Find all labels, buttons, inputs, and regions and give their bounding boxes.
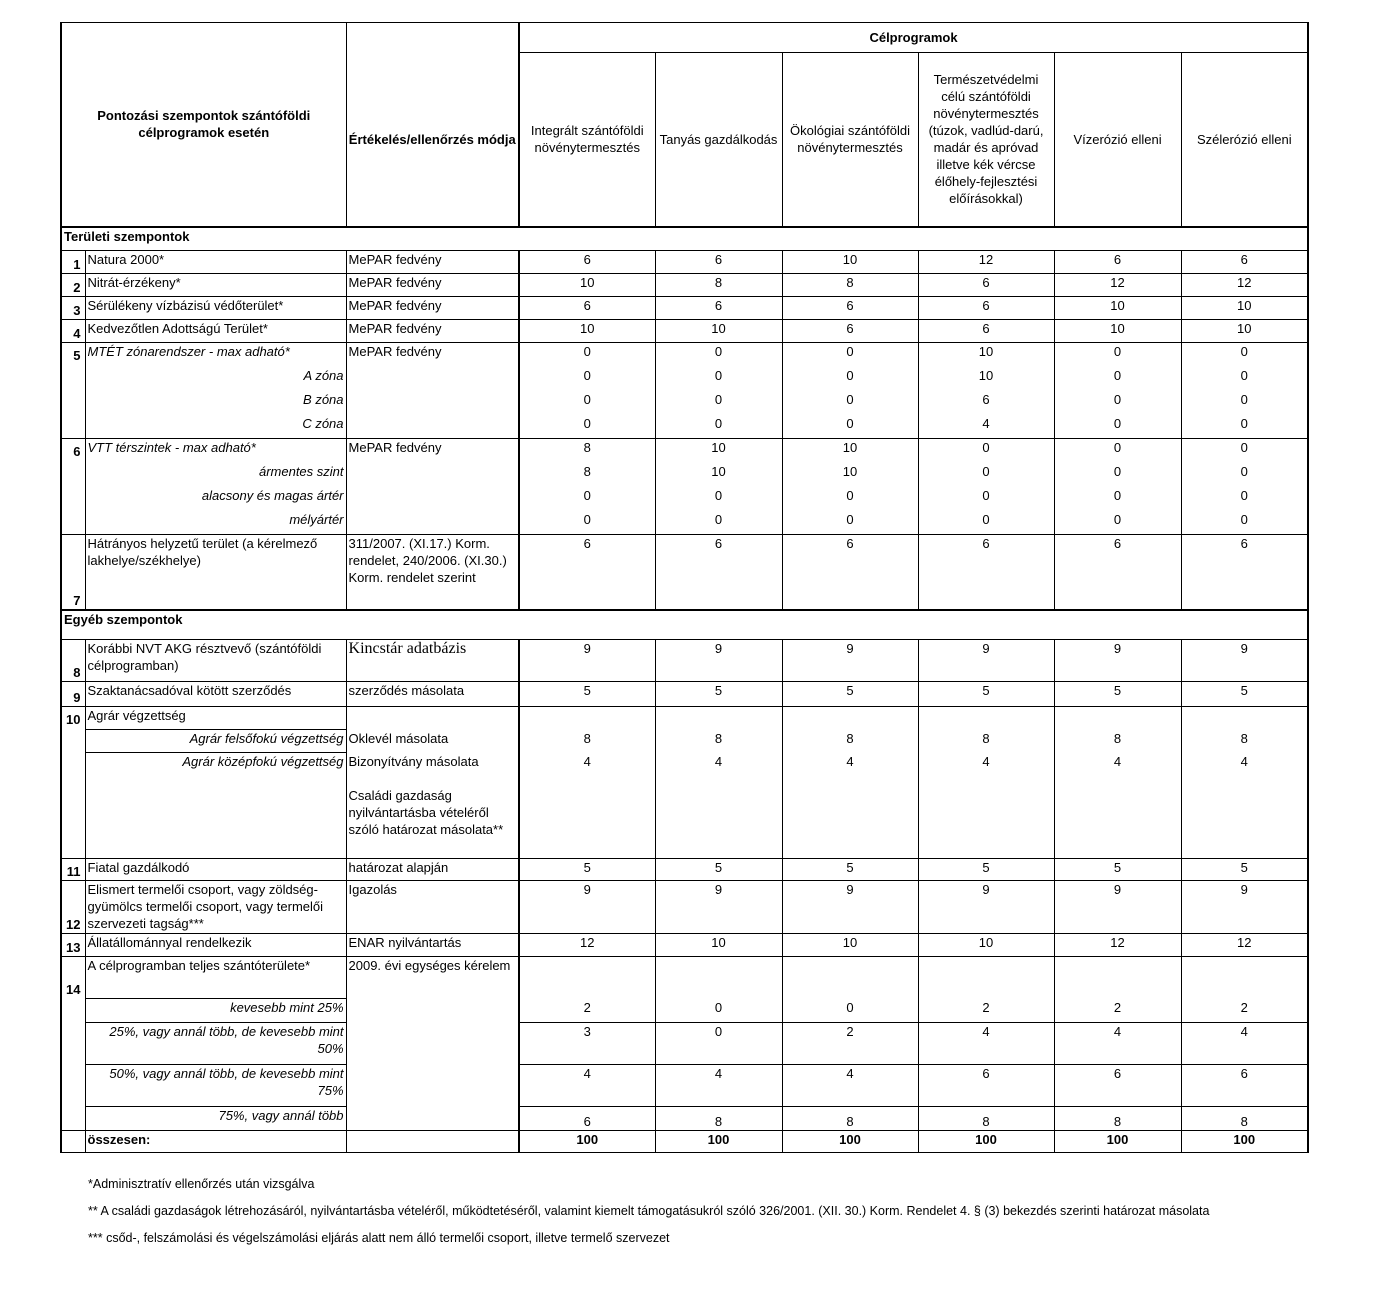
scoring-table-container [60, 22, 1307, 1153]
score-cell: 6 [1054, 251, 1181, 274]
method-cell: szerződés másolata [346, 682, 519, 707]
header-method: Értékelés/ellenőrzés módja [346, 53, 519, 227]
score-cell: 0 [1181, 391, 1308, 415]
score-cell [782, 707, 918, 730]
score-cell: 0 [655, 1023, 782, 1065]
row-number: 2 [61, 274, 85, 297]
score-cell: 9 [782, 881, 918, 934]
method-cell: MePAR fedvény [346, 297, 519, 320]
score-cell: 9 [918, 881, 1054, 934]
score-cell: 9 [1181, 881, 1308, 934]
sub-criterion-label: B zóna [85, 391, 346, 415]
criterion-label: Elismert termelői csoport, vagy zöldség-gyümölcs termelői csoport, vagy termelői szervezeti tagság*** [85, 881, 346, 934]
footnote-2: ** A családi gazdaságok létrehozásáról, nyilvántartásba vételéről, működtetéséről, valamint kiemelt támogatásukról szóló 326/2001. (XII. 30.) Korm. Rendelet 4. § (3) bekezdés szerinti határozat másolata [88, 1204, 1210, 1218]
row-number: 13 [61, 934, 85, 957]
score-cell: 4 [655, 753, 782, 859]
score-cell: 6 [918, 297, 1054, 320]
score-cell: 5 [519, 859, 655, 881]
criterion-label: Hátrányos helyzetű terület (a kérelmező lakhelye/székhelye) [85, 535, 346, 610]
score-cell: 10 [782, 934, 918, 957]
total-score-cell: 100 [782, 1131, 918, 1153]
score-cell: 9 [918, 640, 1054, 682]
score-cell: 6 [918, 320, 1054, 343]
score-cell: 0 [519, 367, 655, 391]
score-cell: 8 [1181, 1107, 1308, 1131]
sub-criterion-label: mélyártér [85, 511, 346, 535]
score-cell: 9 [1054, 640, 1181, 682]
sub-criterion-label: kevesebb mint 25% [85, 999, 346, 1023]
sub-criterion-label: Agrár felsőfokú végzettség [85, 730, 346, 753]
score-cell: 0 [655, 487, 782, 511]
score-cell: 5 [1054, 682, 1181, 707]
total-score-cell: 100 [918, 1131, 1054, 1153]
score-cell: 8 [918, 1107, 1054, 1131]
score-cell: 0 [1054, 415, 1181, 439]
score-cell: 9 [1181, 640, 1308, 682]
header-program-4: Természetvédelmi célú szántóföldi növénytermesztés (túzok, vadlúd-darú, madár és apróvad illetve kék vércse élőhely-fejlesztési előírásokkal) [918, 53, 1054, 227]
method-text-secondary: Családi gazdaság nyilvántartásba vételéről szóló határozat másolata** [348, 787, 504, 837]
score-cell [1054, 957, 1181, 999]
row-number: 7 [61, 535, 85, 610]
score-cell: 6 [655, 297, 782, 320]
score-cell: 8 [655, 1107, 782, 1131]
method-cell: 311/2007. (XI.17.) Korm. rendelet, 240/2006. (XI.30.) Korm. rendelet szerint [346, 535, 519, 610]
criterion-label: Natura 2000* [85, 251, 346, 274]
score-cell: 5 [782, 859, 918, 881]
score-cell: 10 [782, 251, 918, 274]
score-cell: 0 [1181, 439, 1308, 463]
score-cell: 6 [1181, 251, 1308, 274]
score-cell: 6 [1054, 1065, 1181, 1107]
method-cell [346, 707, 519, 730]
criterion-label: Sérülékeny vízbázisú védőterület* [85, 297, 346, 320]
method-cell: 2009. évi egységes kérelem [346, 957, 519, 1131]
score-cell: 0 [1181, 367, 1308, 391]
score-cell: 8 [519, 730, 655, 753]
score-cell: 6 [918, 391, 1054, 415]
score-cell: 12 [1181, 934, 1308, 957]
header-program-1: Integrált szántóföldi növénytermesztés [519, 53, 655, 227]
scoring-table [60, 22, 1309, 1153]
criterion-label: Fiatal gazdálkodó [85, 859, 346, 881]
score-cell: 0 [1181, 415, 1308, 439]
score-cell: 0 [1054, 391, 1181, 415]
score-cell: 4 [1054, 753, 1181, 859]
total-method-cell [346, 1131, 519, 1153]
section-heading: Területi szempontok [61, 227, 1308, 251]
score-cell: 9 [655, 640, 782, 682]
score-cell: 12 [1181, 274, 1308, 297]
score-cell: 6 [1054, 535, 1181, 610]
score-cell: 4 [782, 753, 918, 859]
row-number: 14 [61, 957, 85, 1131]
score-cell: 4 [655, 1065, 782, 1107]
total-score-cell: 100 [1181, 1131, 1308, 1153]
score-cell [655, 707, 782, 730]
score-cell: 9 [782, 640, 918, 682]
header-criteria: Pontozási szempontok szántóföldi célprogramok esetén [61, 23, 346, 227]
score-cell: 5 [782, 682, 918, 707]
score-cell: 0 [655, 367, 782, 391]
score-cell: 4 [782, 1065, 918, 1107]
score-cell: 0 [1181, 511, 1308, 535]
method-cell: MePAR fedvény [346, 343, 519, 439]
score-cell [655, 957, 782, 999]
score-cell: 5 [1181, 859, 1308, 881]
criterion-label: MTÉT zónarendszer - max adható* [85, 343, 346, 367]
score-cell: 4 [1181, 753, 1308, 859]
score-cell [918, 707, 1054, 730]
score-cell: 12 [918, 251, 1054, 274]
score-cell [1181, 707, 1308, 730]
total-score-cell: 100 [519, 1131, 655, 1153]
score-cell: 0 [1054, 367, 1181, 391]
score-cell: 5 [519, 682, 655, 707]
score-cell: 6 [1181, 535, 1308, 610]
score-cell: 10 [1054, 320, 1181, 343]
method-cell: Igazolás [346, 881, 519, 934]
score-cell: 6 [918, 1065, 1054, 1107]
score-cell: 6 [918, 535, 1054, 610]
total-number-cell [61, 1131, 85, 1153]
row-number: 9 [61, 682, 85, 707]
sub-criterion-label: 25%, vagy annál több, de kevesebb mint 50% [85, 1023, 346, 1065]
score-cell: 9 [1054, 881, 1181, 934]
score-cell: 0 [782, 511, 918, 535]
footnotes [88, 1176, 1308, 1257]
score-cell: 10 [655, 463, 782, 487]
score-cell: 5 [918, 682, 1054, 707]
row-number: 11 [61, 859, 85, 881]
score-cell: 0 [1054, 439, 1181, 463]
score-cell: 8 [1181, 730, 1308, 753]
criterion-label: Kedvezőtlen Adottságú Terület* [85, 320, 346, 343]
score-cell: 10 [918, 343, 1054, 367]
score-cell: 0 [782, 487, 918, 511]
score-cell: 8 [655, 274, 782, 297]
score-cell: 2 [1054, 999, 1181, 1023]
row-number: 1 [61, 251, 85, 274]
score-cell: 0 [1054, 343, 1181, 367]
sub-criterion-label: alacsony és magas ártér [85, 487, 346, 511]
score-cell: 5 [918, 859, 1054, 881]
row-number: 8 [61, 640, 85, 682]
score-cell: 10 [655, 934, 782, 957]
score-cell: 0 [1054, 511, 1181, 535]
score-cell: 5 [1181, 682, 1308, 707]
score-cell: 4 [918, 753, 1054, 859]
score-cell [519, 957, 655, 999]
score-cell: 0 [655, 511, 782, 535]
footnote-1: *Adminisztratív ellenőrzés után vizsgálva [88, 1177, 315, 1191]
sub-criterion-label: Agrár középfokú végzettség [85, 753, 346, 859]
score-cell: 4 [1054, 1023, 1181, 1065]
row-number: 5 [61, 343, 85, 439]
score-cell: 5 [655, 682, 782, 707]
row-number: 4 [61, 320, 85, 343]
score-cell [918, 957, 1054, 999]
score-cell: 0 [782, 999, 918, 1023]
score-cell: 0 [782, 367, 918, 391]
score-cell: 0 [918, 439, 1054, 463]
score-cell: 6 [519, 535, 655, 610]
criterion-label: Szaktanácsadóval kötött szerződés [85, 682, 346, 707]
score-cell: 0 [655, 999, 782, 1023]
score-cell: 10 [655, 320, 782, 343]
sub-criterion-label: 50%, vagy annál több, de kevesebb mint 75% [85, 1065, 346, 1107]
row-number: 6 [61, 439, 85, 535]
criterion-label: A célprogramban teljes szántóterülete* [85, 957, 346, 999]
method-cell: ENAR nyilvántartás [346, 934, 519, 957]
score-cell: 10 [918, 367, 1054, 391]
total-label: összesen: [85, 1131, 346, 1153]
section-heading: Egyéb szempontok [61, 610, 1308, 640]
score-cell: 10 [1181, 297, 1308, 320]
score-cell: 0 [519, 511, 655, 535]
total-score-cell: 100 [1054, 1131, 1181, 1153]
score-cell: 0 [1181, 487, 1308, 511]
score-cell [1181, 957, 1308, 999]
score-cell: 4 [519, 1065, 655, 1107]
method-cell: határozat alapján [346, 859, 519, 881]
score-cell: 10 [655, 439, 782, 463]
score-cell: 8 [782, 274, 918, 297]
method-cell: Kincstár adatbázis [346, 640, 519, 682]
footnote-3: *** csőd-, felszámolási és végelszámolási eljárás alatt nem álló termelői csoport, illetve termelő szervezet [88, 1231, 670, 1245]
score-cell: 2 [918, 999, 1054, 1023]
score-cell: 6 [782, 320, 918, 343]
method-cell [346, 730, 519, 753]
score-cell: 0 [519, 487, 655, 511]
score-cell: 0 [782, 343, 918, 367]
score-cell: 10 [782, 463, 918, 487]
score-cell: 4 [1181, 1023, 1308, 1065]
score-cell: 12 [1054, 934, 1181, 957]
score-cell: 8 [782, 730, 918, 753]
score-cell: 0 [918, 463, 1054, 487]
sub-criterion-label: ármentes szint [85, 463, 346, 487]
score-cell: 12 [1054, 274, 1181, 297]
header-program-5: Vízerózió elleni [1054, 53, 1181, 227]
score-cell: 6 [655, 535, 782, 610]
header-programs-group: Célprogramok [519, 23, 1308, 53]
sub-criterion-label: 75%, vagy annál több [85, 1107, 346, 1131]
score-cell [1054, 707, 1181, 730]
sub-criterion-label: C zóna [85, 415, 346, 439]
score-cell: 5 [1054, 859, 1181, 881]
sub-criterion-label: A zóna [85, 367, 346, 391]
method-cell: MePAR fedvény [346, 274, 519, 297]
score-cell: 0 [1054, 487, 1181, 511]
score-cell: 8 [1054, 1107, 1181, 1131]
score-cell: 8 [1054, 730, 1181, 753]
score-cell: 10 [1054, 297, 1181, 320]
score-cell: 0 [655, 343, 782, 367]
score-cell: 4 [519, 753, 655, 859]
score-cell: 10 [918, 934, 1054, 957]
row-number: 3 [61, 297, 85, 320]
score-cell: 4 [918, 415, 1054, 439]
score-cell: 6 [519, 1107, 655, 1131]
criterion-label: VTT térszintek - max adható* [85, 439, 346, 463]
score-cell: 2 [519, 999, 655, 1023]
score-cell: 9 [655, 881, 782, 934]
score-cell: 10 [1181, 320, 1308, 343]
method-cell: MePAR fedvény [346, 320, 519, 343]
score-cell: 10 [782, 439, 918, 463]
score-cell: 6 [1181, 1065, 1308, 1107]
score-cell: 12 [519, 934, 655, 957]
method-cell: MePAR fedvény [346, 439, 519, 535]
score-cell: 6 [782, 535, 918, 610]
header-program-2: Tanyás gazdálkodás [655, 53, 782, 227]
score-cell: 8 [918, 730, 1054, 753]
header-program-6: Szélerózió elleni [1181, 53, 1308, 227]
criterion-label: Agrár végzettség [85, 707, 346, 730]
total-score-cell: 100 [655, 1131, 782, 1153]
score-cell: 4 [918, 1023, 1054, 1065]
score-cell: 8 [782, 1107, 918, 1131]
row-number: 12 [61, 881, 85, 934]
score-cell: 9 [519, 881, 655, 934]
score-cell: 0 [655, 415, 782, 439]
header-method-top [346, 23, 519, 53]
score-cell: 0 [519, 343, 655, 367]
score-cell: 2 [782, 1023, 918, 1065]
score-cell [782, 957, 918, 999]
score-cell [519, 707, 655, 730]
score-cell: 0 [782, 415, 918, 439]
method-text: Oklevél másolata [348, 730, 449, 746]
score-cell: 0 [519, 391, 655, 415]
criterion-label: Nitrát-érzékeny* [85, 274, 346, 297]
score-cell: 0 [1054, 463, 1181, 487]
score-cell: 6 [519, 297, 655, 320]
score-cell: 5 [655, 859, 782, 881]
score-cell: 3 [519, 1023, 655, 1065]
score-cell: 6 [918, 274, 1054, 297]
score-cell: 0 [655, 391, 782, 415]
score-cell: 0 [918, 487, 1054, 511]
score-cell: 0 [1181, 343, 1308, 367]
score-cell: 0 [782, 391, 918, 415]
score-cell: 8 [519, 463, 655, 487]
criterion-label: Állatállománnyal rendelkezik [85, 934, 346, 957]
score-cell: 2 [1181, 999, 1308, 1023]
row-number: 10 [61, 707, 85, 859]
score-cell: 6 [782, 297, 918, 320]
method-cell: MePAR fedvény [346, 251, 519, 274]
score-cell: 10 [519, 320, 655, 343]
method-cell [346, 753, 519, 859]
score-cell: 8 [655, 730, 782, 753]
score-cell: 8 [519, 439, 655, 463]
criterion-label: Korábbi NVT AKG résztvevő (szántóföldi célprogramban) [85, 640, 346, 682]
score-cell: 0 [918, 511, 1054, 535]
method-text: Bizonyítvány másolata [348, 753, 479, 769]
header-program-3: Ökológiai szántóföldi növénytermesztés [782, 53, 918, 227]
score-cell: 0 [519, 415, 655, 439]
score-cell: 6 [519, 251, 655, 274]
score-cell: 10 [519, 274, 655, 297]
score-cell: 6 [655, 251, 782, 274]
score-cell: 9 [519, 640, 655, 682]
score-cell: 0 [1181, 463, 1308, 487]
